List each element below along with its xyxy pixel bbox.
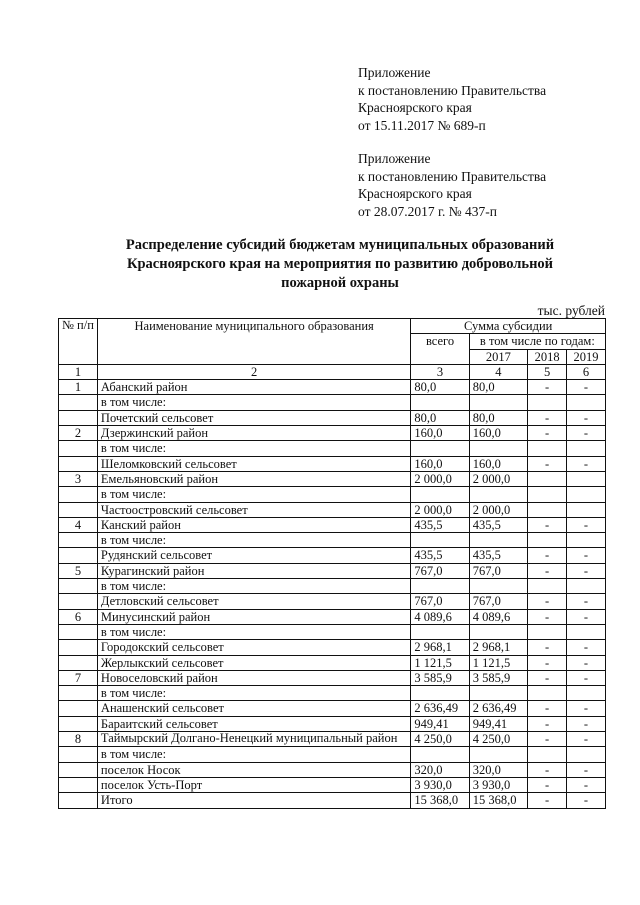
row-2017 xyxy=(469,395,527,410)
row-number xyxy=(59,624,98,639)
row-2018: - xyxy=(528,670,567,685)
row-2019: - xyxy=(567,609,606,624)
row-2018 xyxy=(528,487,567,502)
column-number: 6 xyxy=(567,364,606,379)
row-2018 xyxy=(528,686,567,701)
row-2019 xyxy=(567,686,606,701)
row-total: 949,41 xyxy=(411,716,469,731)
row-2018: - xyxy=(528,380,567,395)
table-row xyxy=(59,533,606,548)
header-year: 2017 xyxy=(469,349,527,364)
row-total: 2 968,1 xyxy=(411,640,469,655)
row-total: 1 121,5 xyxy=(411,655,469,670)
row-number xyxy=(59,777,98,792)
row-name: в том числе: xyxy=(97,686,410,701)
table-row xyxy=(59,716,606,731)
row-number: 2 xyxy=(59,426,98,441)
table-row xyxy=(59,640,606,655)
row-total: 80,0 xyxy=(411,410,469,425)
row-2019 xyxy=(567,471,606,486)
appendix-block-2 xyxy=(358,150,546,220)
row-total: 767,0 xyxy=(411,563,469,578)
row-name: в том числе: xyxy=(97,624,410,639)
row-2018: - xyxy=(528,456,567,471)
table-row xyxy=(59,456,606,471)
row-name: Курагинский район xyxy=(97,563,410,578)
row-total: 2 000,0 xyxy=(411,502,469,517)
row-name: Емельяновский район xyxy=(97,471,410,486)
row-2019 xyxy=(567,747,606,762)
row-2017: 767,0 xyxy=(469,594,527,609)
row-2019 xyxy=(567,441,606,456)
row-2018: - xyxy=(528,716,567,731)
row-2018: - xyxy=(528,701,567,716)
appendix-line: к постановлению Правительства xyxy=(358,82,547,98)
row-2017: 435,5 xyxy=(469,548,527,563)
row-number xyxy=(59,441,98,456)
table-row xyxy=(59,517,606,532)
row-2018: - xyxy=(528,640,567,655)
row-name: Канский район xyxy=(97,517,410,532)
appendix-line: Красноярского края xyxy=(358,186,472,201)
row-number: 1 xyxy=(59,380,98,395)
row-2019: - xyxy=(567,426,606,441)
row-2018 xyxy=(528,579,567,594)
row-total: 3 930,0 xyxy=(411,777,469,792)
header-sum: Сумма субсидии xyxy=(411,319,606,334)
row-2019: - xyxy=(567,732,606,747)
document-title xyxy=(60,236,620,293)
row-number xyxy=(59,487,98,502)
row-total: 767,0 xyxy=(411,594,469,609)
row-2019: - xyxy=(567,777,606,792)
row-name: в том числе: xyxy=(97,395,410,410)
column-number: 4 xyxy=(469,364,527,379)
row-total xyxy=(411,395,469,410)
row-2017: 3 585,9 xyxy=(469,670,527,685)
row-number xyxy=(59,456,98,471)
row-total xyxy=(411,487,469,502)
row-2017: 15 368,0 xyxy=(469,793,527,808)
row-2018 xyxy=(528,533,567,548)
row-2017 xyxy=(469,533,527,548)
row-2018 xyxy=(528,624,567,639)
row-total: 320,0 xyxy=(411,762,469,777)
row-number xyxy=(59,533,98,548)
table-row xyxy=(59,441,606,456)
row-total: 435,5 xyxy=(411,517,469,532)
row-total xyxy=(411,533,469,548)
row-name: в том числе: xyxy=(97,441,410,456)
row-total xyxy=(411,579,469,594)
row-number xyxy=(59,502,98,517)
row-2017: 949,41 xyxy=(469,716,527,731)
row-number: 7 xyxy=(59,670,98,685)
title-line: Красноярского края на мероприятия по развитию добровольной xyxy=(126,256,554,272)
row-2017 xyxy=(469,747,527,762)
row-2019: - xyxy=(567,380,606,395)
row-2018: - xyxy=(528,548,567,563)
table-row xyxy=(59,471,606,486)
row-number xyxy=(59,579,98,594)
row-number: 8 xyxy=(59,732,98,747)
row-2017: 2 000,0 xyxy=(469,471,527,486)
row-2018 xyxy=(528,395,567,410)
row-number xyxy=(59,686,98,701)
row-name: в том числе: xyxy=(97,487,410,502)
row-name: Бараитский сельсовет xyxy=(97,716,410,731)
table-row xyxy=(59,548,606,563)
table-row xyxy=(59,777,606,792)
row-name: Жерлыкский сельсовет xyxy=(97,655,410,670)
table-row xyxy=(59,594,606,609)
row-2017 xyxy=(469,624,527,639)
row-name: Анашенский сельсовет xyxy=(97,701,410,716)
row-name: Таймырский Долгано-Ненецкий муниципальный район xyxy=(97,732,410,747)
row-2019 xyxy=(567,502,606,517)
appendix-line: Красноярского края xyxy=(358,100,472,115)
row-2018: - xyxy=(528,655,567,670)
row-2017: 4 250,0 xyxy=(469,732,527,747)
row-name: Дзержинский район xyxy=(97,426,410,441)
appendix-line: Приложение xyxy=(358,65,431,80)
row-2017: 80,0 xyxy=(469,410,527,425)
row-2017: 767,0 xyxy=(469,563,527,578)
table-row xyxy=(59,655,606,670)
row-name: поселок Усть-Порт xyxy=(97,777,410,792)
row-2017 xyxy=(469,441,527,456)
row-2018: - xyxy=(528,777,567,792)
row-total: 435,5 xyxy=(411,548,469,563)
row-2019: - xyxy=(567,655,606,670)
table-row xyxy=(59,609,606,624)
table-row xyxy=(59,670,606,685)
row-2017: 435,5 xyxy=(469,517,527,532)
row-total: 2 636,49 xyxy=(411,701,469,716)
table-row xyxy=(59,701,606,716)
row-total xyxy=(411,624,469,639)
row-2019: - xyxy=(567,716,606,731)
column-number: 2 xyxy=(97,364,410,379)
title-line: пожарной охраны xyxy=(281,275,399,291)
row-2018 xyxy=(528,747,567,762)
row-2018 xyxy=(528,502,567,517)
row-name: Новоселовский район xyxy=(97,670,410,685)
table-row xyxy=(59,426,606,441)
row-number xyxy=(59,716,98,731)
row-2017: 160,0 xyxy=(469,456,527,471)
row-name: поселок Носок xyxy=(97,762,410,777)
row-2019: - xyxy=(567,762,606,777)
row-2019 xyxy=(567,624,606,639)
row-number xyxy=(59,640,98,655)
row-2019: - xyxy=(567,456,606,471)
row-total xyxy=(411,686,469,701)
table-row xyxy=(59,732,606,747)
table-row xyxy=(59,487,606,502)
row-2017 xyxy=(469,579,527,594)
row-2017: 160,0 xyxy=(469,426,527,441)
row-name: в том числе: xyxy=(97,579,410,594)
row-number: 5 xyxy=(59,563,98,578)
row-2018: - xyxy=(528,732,567,747)
table-row xyxy=(59,579,606,594)
row-number xyxy=(59,762,98,777)
row-number xyxy=(59,793,98,808)
row-total xyxy=(411,441,469,456)
row-name: в том числе: xyxy=(97,533,410,548)
row-name: Абанский район xyxy=(97,380,410,395)
row-total: 3 585,9 xyxy=(411,670,469,685)
row-2017: 4 089,6 xyxy=(469,609,527,624)
units-label: тыс. рублей xyxy=(537,303,605,318)
row-name: Итого xyxy=(97,793,410,808)
appendix-line: к постановлению Правительства xyxy=(358,168,547,184)
row-number xyxy=(59,548,98,563)
header-row xyxy=(59,319,606,334)
appendix-line: Приложение xyxy=(358,151,431,166)
column-number: 3 xyxy=(411,364,469,379)
column-number: 1 xyxy=(59,364,98,379)
row-2019 xyxy=(567,579,606,594)
row-2018 xyxy=(528,471,567,486)
header-num: № п/п xyxy=(59,319,98,365)
row-2017: 2 000,0 xyxy=(469,502,527,517)
row-2018 xyxy=(528,441,567,456)
row-2019: - xyxy=(567,563,606,578)
row-2018: - xyxy=(528,762,567,777)
row-2017: 320,0 xyxy=(469,762,527,777)
table-body xyxy=(59,319,606,809)
row-2019 xyxy=(567,395,606,410)
row-number: 6 xyxy=(59,609,98,624)
appendix-line: от 15.11.2017 № 689-п xyxy=(358,117,486,133)
row-name: Городокский сельсовет xyxy=(97,640,410,655)
header-total: всего xyxy=(411,334,469,365)
row-number xyxy=(59,594,98,609)
table-row xyxy=(59,380,606,395)
row-total: 4 089,6 xyxy=(411,609,469,624)
column-number: 5 xyxy=(528,364,567,379)
row-name: Минусинский район xyxy=(97,609,410,624)
row-2018: - xyxy=(528,426,567,441)
row-number: 3 xyxy=(59,471,98,486)
row-total: 160,0 xyxy=(411,426,469,441)
row-2019: - xyxy=(567,793,606,808)
row-number xyxy=(59,655,98,670)
row-2019: - xyxy=(567,548,606,563)
row-total: 160,0 xyxy=(411,456,469,471)
row-2018: - xyxy=(528,410,567,425)
row-name: Почетский сельсовет xyxy=(97,410,410,425)
row-2019: - xyxy=(567,410,606,425)
column-numbers-row xyxy=(59,364,606,379)
row-2017 xyxy=(469,686,527,701)
row-2017: 1 121,5 xyxy=(469,655,527,670)
row-name: Рудянский сельсовет xyxy=(97,548,410,563)
row-2018: - xyxy=(528,594,567,609)
row-2017 xyxy=(469,487,527,502)
table-row xyxy=(59,502,606,517)
row-number: 4 xyxy=(59,517,98,532)
row-total xyxy=(411,747,469,762)
table-row xyxy=(59,762,606,777)
table-row xyxy=(59,793,606,808)
header-by-years: в том числе по годам: xyxy=(469,334,605,349)
row-2018: - xyxy=(528,609,567,624)
table-row xyxy=(59,747,606,762)
row-2018: - xyxy=(528,563,567,578)
row-total: 2 000,0 xyxy=(411,471,469,486)
row-2017: 2 968,1 xyxy=(469,640,527,655)
row-2019 xyxy=(567,487,606,502)
table-row xyxy=(59,410,606,425)
appendix-block-1 xyxy=(358,64,546,134)
table-row xyxy=(59,686,606,701)
row-2019: - xyxy=(567,670,606,685)
row-total: 4 250,0 xyxy=(411,732,469,747)
header-name: Наименование муниципального образования xyxy=(97,319,410,365)
row-number xyxy=(59,701,98,716)
row-2019: - xyxy=(567,594,606,609)
title-line: Распределение субсидий бюджетам муниципальных образований xyxy=(125,237,555,253)
row-total: 15 368,0 xyxy=(411,793,469,808)
table-row xyxy=(59,395,606,410)
row-name: Частоостровский сельсовет xyxy=(97,502,410,517)
row-2019: - xyxy=(567,517,606,532)
header-year: 2019 xyxy=(567,349,606,364)
subsidy-table xyxy=(58,318,606,809)
row-number xyxy=(59,410,98,425)
row-number xyxy=(59,395,98,410)
row-2017: 80,0 xyxy=(469,380,527,395)
table-row xyxy=(59,624,606,639)
row-name: в том числе: xyxy=(97,747,410,762)
row-2018: - xyxy=(528,793,567,808)
row-2019: - xyxy=(567,701,606,716)
row-2019 xyxy=(567,533,606,548)
row-name: Шеломковский сельсовет xyxy=(97,456,410,471)
row-total: 80,0 xyxy=(411,380,469,395)
row-number xyxy=(59,747,98,762)
row-2018: - xyxy=(528,517,567,532)
appendix-line: от 28.07.2017 г. № 437-п xyxy=(358,203,497,219)
row-2017: 3 930,0 xyxy=(469,777,527,792)
row-2019: - xyxy=(567,640,606,655)
row-2017: 2 636,49 xyxy=(469,701,527,716)
header-year: 2018 xyxy=(528,349,567,364)
row-name: Детловский сельсовет xyxy=(97,594,410,609)
table-row xyxy=(59,563,606,578)
